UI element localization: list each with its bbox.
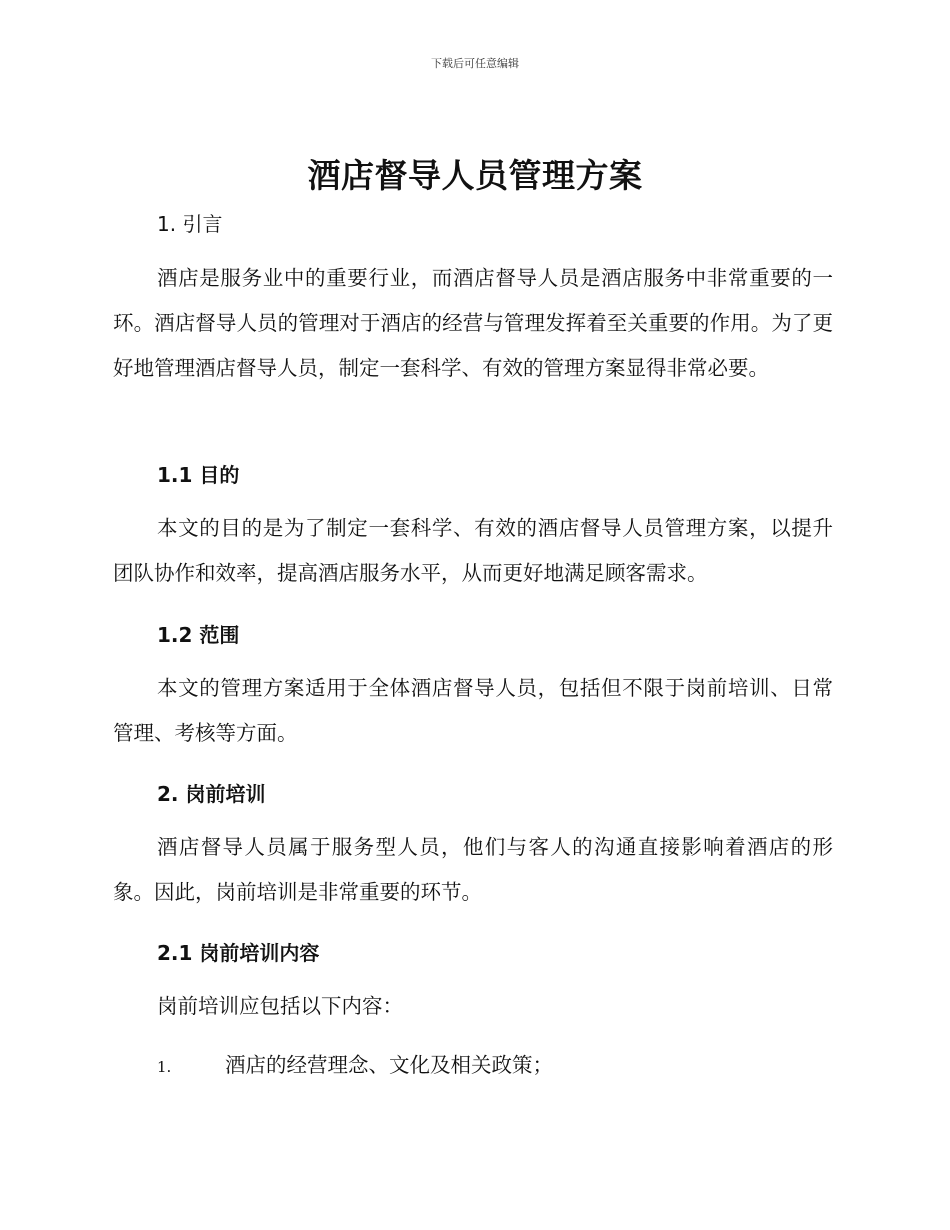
list-item-text: 酒店的经营理念、文化及相关政策； xyxy=(225,1053,553,1077)
section-heading-1-2: 1.2 范围 xyxy=(157,623,240,647)
section-paragraph-1: 酒店是服务业中的重要行业，而酒店督导人员是酒店服务中非常重要的一环。酒店督导人员的管理对于酒店的经营与管理发挥着至关重要的作用。为了更好地管理酒店督导人员，制定一套科学、有效的管理方案显得非常必要。 xyxy=(113,266,833,380)
document-title: 酒店督导人员管理方案 xyxy=(307,156,643,195)
section-heading-1-1: 1.1 目的 xyxy=(157,463,240,487)
section-paragraph-2-1: 岗前培训应包括以下内容： xyxy=(157,994,403,1018)
section-paragraph-1-2: 本文的管理方案适用于全体酒店督导人员，包括但不限于岗前培训、日常管理、考核等方面。 xyxy=(113,676,833,745)
section-heading-1: 1. 引言 xyxy=(157,212,223,236)
list-item xyxy=(157,1043,553,1090)
section-heading-2: 2. 岗前培训 xyxy=(157,782,266,806)
section-heading-2-1: 2.1 岗前培训内容 xyxy=(157,941,320,965)
section-paragraph-2: 酒店督导人员属于服务型人员，他们与客人的沟通直接影响着酒店的形象。因此，岗前培训是非常重要的环节。 xyxy=(113,835,833,904)
list-item-number: 1. xyxy=(157,1058,172,1076)
header-note: 下载后可任意编辑 xyxy=(431,57,519,70)
section-paragraph-1-1: 本文的目的是为了制定一套科学、有效的酒店督导人员管理方案，以提升团队协作和效率，提高酒店服务水平，从而更好地满足顾客需求。 xyxy=(113,516,833,585)
